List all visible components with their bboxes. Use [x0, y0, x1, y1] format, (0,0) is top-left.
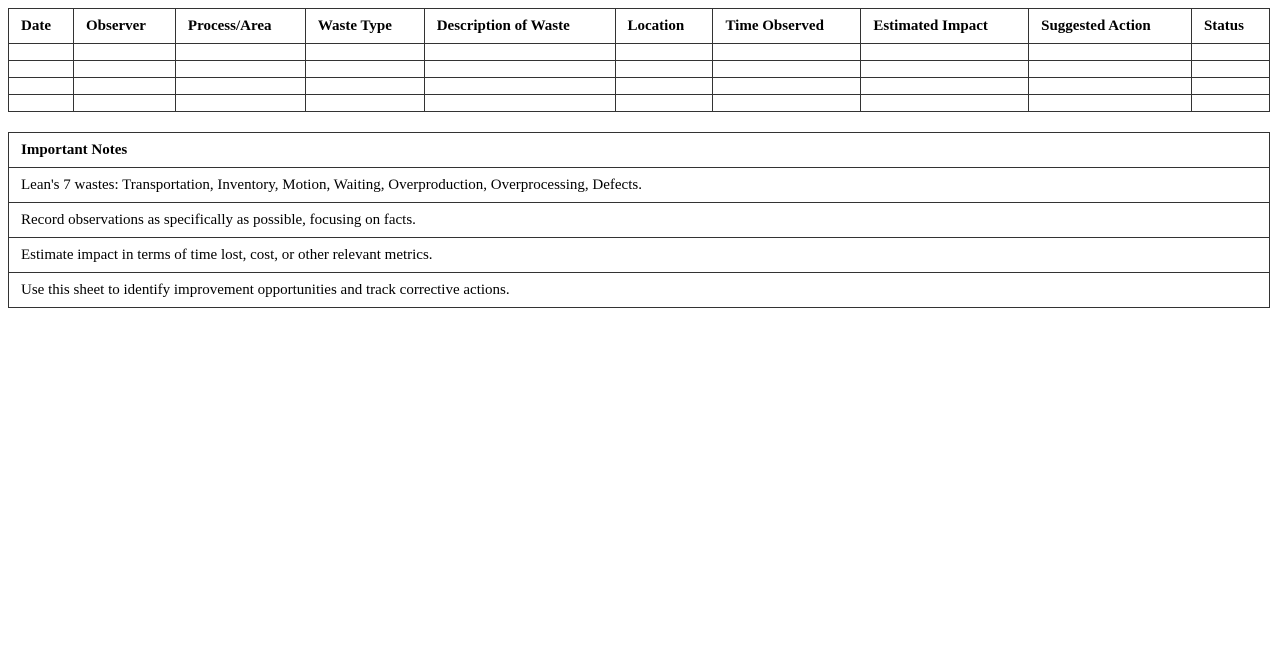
table-cell[interactable] [305, 78, 424, 95]
table-cell[interactable] [9, 78, 74, 95]
note-use-sheet: Use this sheet to identify improvement opportunities and track corrective actions. [9, 273, 1270, 308]
table-cell[interactable] [861, 44, 1029, 61]
table-cell[interactable] [175, 61, 305, 78]
table-cell[interactable] [1191, 44, 1269, 61]
column-header-time-observed: Time Observed [713, 9, 861, 44]
table-cell[interactable] [73, 95, 175, 112]
table-cell[interactable] [615, 78, 713, 95]
waste-observation-table [8, 8, 1270, 112]
note-row [9, 168, 1270, 203]
notes-header-row [9, 133, 1270, 168]
column-header-observer: Observer [73, 9, 175, 44]
table-cell[interactable] [73, 61, 175, 78]
table-cell[interactable] [305, 61, 424, 78]
table-cell[interactable] [1029, 95, 1192, 112]
table-cell[interactable] [175, 78, 305, 95]
table-cell[interactable] [424, 61, 615, 78]
column-header-waste-type: Waste Type [305, 9, 424, 44]
table-cell[interactable] [73, 78, 175, 95]
table-cell[interactable] [861, 95, 1029, 112]
table-cell[interactable] [175, 95, 305, 112]
table-cell[interactable] [424, 95, 615, 112]
table-cell[interactable] [1029, 44, 1192, 61]
table-cell[interactable] [1191, 95, 1269, 112]
note-row [9, 273, 1270, 308]
table-cell[interactable] [1191, 78, 1269, 95]
table-cell[interactable] [713, 95, 861, 112]
column-header-location: Location [615, 9, 713, 44]
table-header-row [9, 9, 1270, 44]
table-cell[interactable] [1191, 61, 1269, 78]
table-row [9, 61, 1270, 78]
page [0, 0, 1278, 308]
table-row [9, 95, 1270, 112]
column-header-status: Status [1191, 9, 1269, 44]
note-row [9, 203, 1270, 238]
notes-title: Important Notes [9, 133, 1270, 168]
column-header-process-area: Process/Area [175, 9, 305, 44]
table-row [9, 78, 1270, 95]
table-body [9, 44, 1270, 112]
table-cell[interactable] [1029, 61, 1192, 78]
note-seven-wastes: Lean's 7 wastes: Transportation, Inventory, Motion, Waiting, Overproduction, Overprocessing, Defects. [9, 168, 1270, 203]
table-cell[interactable] [424, 78, 615, 95]
table-cell[interactable] [615, 61, 713, 78]
table-cell[interactable] [1029, 78, 1192, 95]
table-cell[interactable] [9, 61, 74, 78]
column-header-date: Date [9, 9, 74, 44]
important-notes-table [8, 132, 1270, 308]
table-cell[interactable] [713, 78, 861, 95]
table-cell[interactable] [615, 44, 713, 61]
table-row [9, 44, 1270, 61]
column-header-description: Description of Waste [424, 9, 615, 44]
note-estimate-impact: Estimate impact in terms of time lost, cost, or other relevant metrics. [9, 238, 1270, 273]
table-cell[interactable] [305, 44, 424, 61]
table-cell[interactable] [305, 95, 424, 112]
table-cell[interactable] [713, 44, 861, 61]
table-cell[interactable] [175, 44, 305, 61]
table-cell[interactable] [615, 95, 713, 112]
table-cell[interactable] [9, 44, 74, 61]
column-header-suggested-action: Suggested Action [1029, 9, 1192, 44]
table-cell[interactable] [861, 61, 1029, 78]
table-cell[interactable] [424, 44, 615, 61]
note-row [9, 238, 1270, 273]
table-cell[interactable] [73, 44, 175, 61]
column-header-estimated-impact: Estimated Impact [861, 9, 1029, 44]
table-cell[interactable] [861, 78, 1029, 95]
table-cell[interactable] [9, 95, 74, 112]
table-cell[interactable] [713, 61, 861, 78]
note-record-observations: Record observations as specifically as possible, focusing on facts. [9, 203, 1270, 238]
